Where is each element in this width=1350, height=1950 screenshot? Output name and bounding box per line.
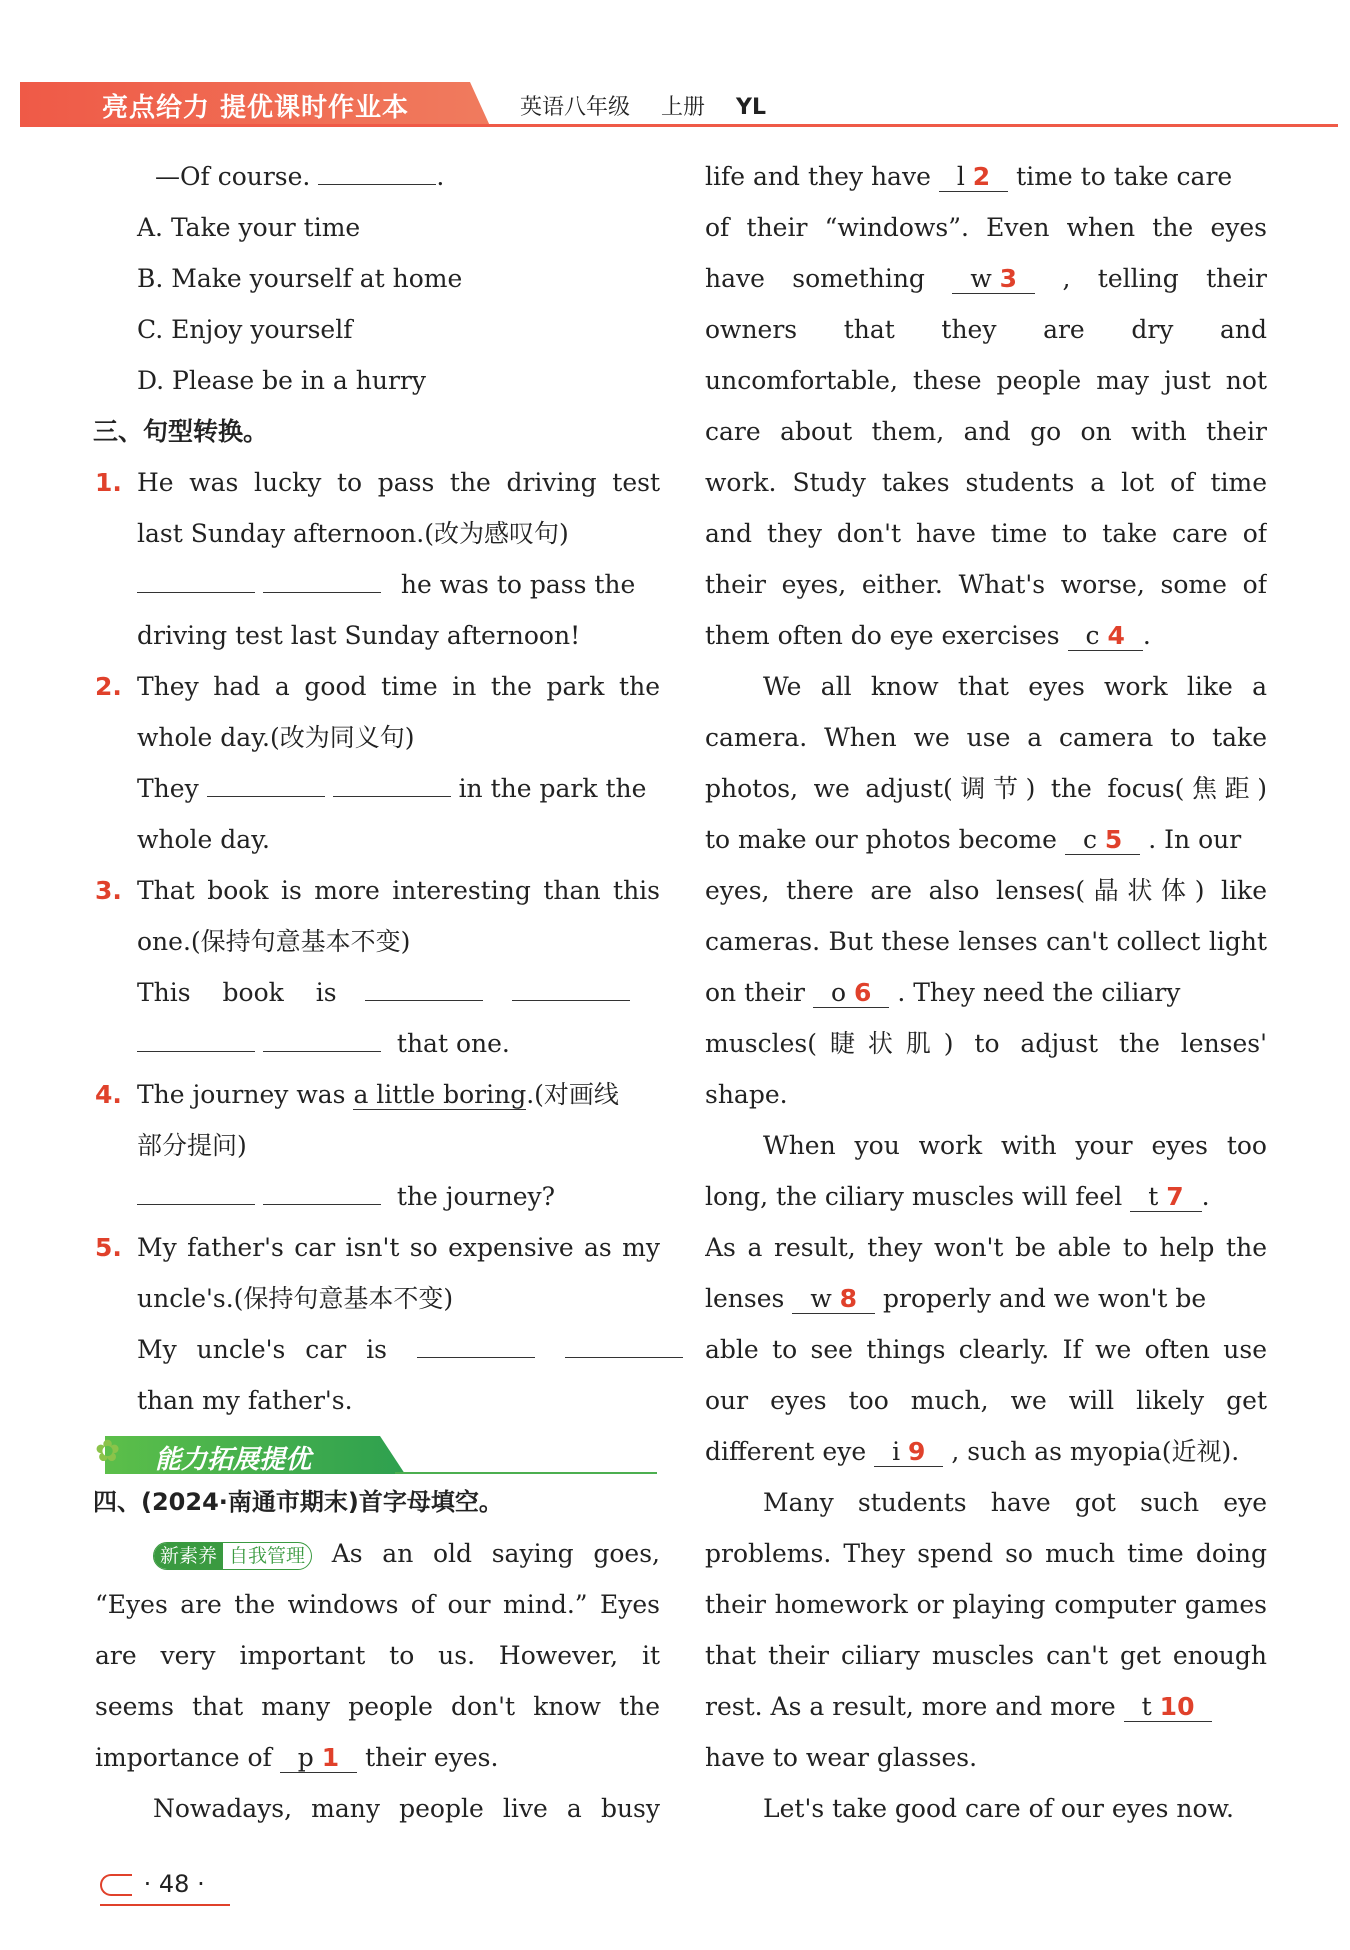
answer-blank[interactable] (417, 1329, 535, 1358)
left-column (95, 155, 660, 1838)
passage-text: . In our (1148, 825, 1242, 854)
sentence-text: in the park the (458, 774, 647, 803)
page-ornament (100, 1874, 132, 1896)
sentence-2-line-1 (95, 665, 660, 716)
section-3-title: 三、句型转换。 (93, 417, 269, 446)
passage-line: cameras. But these lenses can't collect light (705, 927, 1267, 956)
passage-line: camera. When we use a camera to take (705, 723, 1267, 752)
fill-blank-5[interactable] (1065, 826, 1140, 855)
passage-text: different eye (705, 1437, 867, 1466)
passage-text: to make our photos become (705, 825, 1057, 854)
passage-line: them often do eye exercises c 4 . (705, 621, 1151, 650)
passage-line: long, the ciliary muscles will feel t 7 . (705, 1182, 1210, 1211)
passage-line (705, 971, 1267, 1022)
passage-line-2: “Eyes are the windows of our mind.” Eyes (95, 1590, 660, 1619)
passage-line: photos, we adjust(调节) the focus(焦距) (705, 774, 1267, 803)
passage-line: We all know that eyes work like a (763, 672, 1267, 701)
passage-line: Many students have got such eye (763, 1488, 1267, 1517)
passage-text: , telling their (1062, 264, 1267, 293)
sentence-text: They (137, 774, 199, 803)
question-number: 3. (95, 876, 122, 905)
answer-blank[interactable] (137, 1023, 255, 1052)
sentence-1-line-3 (95, 563, 660, 614)
passage-line: eyes, there are also lenses(晶状体) like (705, 876, 1267, 905)
ability-banner (95, 1430, 660, 1481)
blank-number: 5 (1104, 825, 1123, 854)
page-header (20, 82, 1338, 126)
passage-line-4: seems that many people don't know the (95, 1692, 660, 1721)
header-subtitle (520, 90, 790, 121)
passage-line (705, 1277, 1267, 1328)
passage-text: their eyes. (365, 1743, 499, 1772)
answer-blank[interactable] (263, 1023, 381, 1052)
badge-left: 新素养 (154, 1543, 223, 1569)
edition-label: YL (736, 95, 766, 120)
sentence-5-line-4: than my father's. (137, 1386, 353, 1415)
header-rule (20, 124, 1338, 127)
sentence-text: My father's car isn't so expensive as my (137, 1233, 660, 1262)
passage-text: As an old saying goes, (331, 1539, 660, 1568)
sentence-2-line-4: whole day. (137, 825, 270, 854)
blank-number: 6 (853, 978, 872, 1007)
blank-number: 3 (999, 264, 1018, 293)
fill-blank-1[interactable] (280, 1744, 357, 1773)
sentence-3-line-3 (95, 971, 660, 1022)
passage-text: rest. As a result, more and more (705, 1692, 1116, 1721)
sentence-text: They had a good time in the park the (137, 672, 660, 701)
passage-line (705, 1685, 1267, 1736)
answer-blank[interactable] (263, 1176, 381, 1205)
answer-blank[interactable] (137, 1176, 255, 1205)
blank-number: 1 (321, 1743, 340, 1772)
underlined-phrase: a little boring (353, 1080, 527, 1109)
passage-line: that their ciliary muscles can't get enough (705, 1641, 1267, 1670)
question-number: 5. (95, 1233, 122, 1262)
volume-label: 上册 (661, 95, 706, 120)
fill-blank-7[interactable] (1130, 1183, 1201, 1212)
passage-line: care about them, and go on with their (705, 417, 1267, 446)
fill-blank-10[interactable] (1124, 1693, 1213, 1722)
option-b: B. Make yourself at home (137, 264, 463, 293)
sentence-1-line-1 (95, 461, 660, 512)
question-number: 2. (95, 672, 122, 701)
sprout-icon: ✿ (95, 1434, 121, 1469)
blank-number: 4 (1107, 621, 1125, 650)
passage-line (705, 818, 1267, 869)
initial-letter: c (1085, 621, 1100, 650)
sentence-3-line-2: one.(保持句意基本不变) (137, 927, 411, 956)
passage-line (705, 1430, 1267, 1481)
sentence-text: that one. (396, 1029, 510, 1058)
initial-letter: t (1148, 1182, 1159, 1211)
dialog-line: —Of course. . (95, 155, 660, 206)
page-number-text: · 48 · (143, 1870, 205, 1898)
dialog-text: —Of course. (155, 162, 311, 191)
passage-line: and they don't have time to take care of (705, 519, 1267, 548)
badge-new-literacy (153, 1542, 312, 1570)
passage-line: As a result, they won't be able to help the (705, 1233, 1267, 1262)
section-4-title: 四、(2024·南通市期末)首字母填空。 (93, 1488, 503, 1516)
passage-text: them often do eye exercises (705, 621, 1060, 650)
initial-letter: p (297, 1743, 314, 1772)
answer-blank[interactable] (137, 564, 255, 593)
answer-blank[interactable] (318, 156, 436, 185)
initial-letter: l (956, 162, 965, 191)
badge-right: 自我管理 (229, 1544, 306, 1567)
initial-letter: c (1082, 825, 1097, 854)
sentence-text: This book is (137, 978, 337, 1007)
passage-text: , such as myopia(近视). (951, 1437, 1240, 1466)
answer-blank[interactable] (365, 972, 483, 1001)
passage-line: our eyes too much, we will likely get (705, 1386, 1267, 1415)
passage-line (705, 257, 1267, 308)
right-column (705, 155, 1267, 1838)
passage-line-1 (95, 1532, 660, 1583)
passage-line: able to see things clearly. If we often use (705, 1335, 1267, 1364)
sentence-5-line-2: uncle's.(保持句意基本不变) (137, 1284, 454, 1313)
passage-line: shape. (705, 1080, 788, 1109)
fill-blank-8[interactable] (792, 1285, 875, 1314)
passage-line: Let's take good care of our eyes now. (763, 1794, 1234, 1823)
sentence-4-line-1 (95, 1073, 660, 1124)
answer-blank[interactable] (512, 972, 630, 1001)
sentence-1-line-2: last Sunday afternoon.(改为感叹句) (137, 519, 569, 548)
fill-blank-6[interactable] (813, 979, 889, 1008)
sentence-text: He was lucky to pass the driving test (137, 468, 660, 497)
passage-line: When you work with your eyes too (763, 1131, 1267, 1160)
initial-letter: i (892, 1437, 901, 1466)
sentence-text: he was to pass the (400, 570, 636, 599)
fill-blank-3[interactable] (952, 265, 1035, 294)
passage-line: work. Study takes students a lot of time (705, 468, 1267, 497)
answer-blank[interactable] (207, 768, 325, 797)
passage-line-3: are very important to us. However, it (95, 1641, 660, 1670)
initial-letter: w (970, 264, 992, 293)
passage-line-5 (95, 1736, 660, 1787)
fill-blank-9[interactable] (874, 1438, 943, 1467)
option-a: A. Take your time (137, 213, 361, 242)
passage-line: have to wear glasses. (705, 1743, 978, 1772)
sentence-2-line-3 (95, 767, 660, 818)
blank-number: 10 (1159, 1692, 1195, 1721)
sentence-text: the journey? (396, 1182, 556, 1211)
ability-banner-text: 能力拓展提优 (155, 1445, 312, 1475)
passage-text: long, the ciliary muscles will feel (705, 1182, 1123, 1211)
sentence-text: My uncle's car is (137, 1335, 387, 1364)
answer-blank[interactable] (333, 768, 451, 797)
passage-text: life and they have (705, 162, 931, 191)
passage-line (705, 155, 1267, 206)
sentence-3-line-1 (95, 869, 660, 920)
passage-line: muscles(睫状肌) to adjust the lenses' (705, 1029, 1267, 1058)
sentence-5-line-3 (95, 1328, 660, 1379)
passage-text: time to take care (1016, 162, 1233, 191)
question-number: 1. (95, 468, 122, 497)
sentence-3-line-4 (95, 1022, 660, 1073)
blank-number: 9 (908, 1437, 926, 1466)
passage-line: owners that they are dry and (705, 315, 1267, 344)
passage-text: have something (705, 264, 925, 293)
passage-text: properly and we won't be (883, 1284, 1207, 1313)
initial-letter: w (810, 1284, 832, 1313)
passage-text: on their (705, 978, 805, 1007)
sentence-text: The journey was (137, 1080, 346, 1109)
answer-blank[interactable] (263, 564, 381, 593)
question-number: 4. (95, 1080, 122, 1109)
initial-letter: t (1141, 1692, 1152, 1721)
fill-blank-2[interactable] (939, 163, 1008, 192)
passage-line: problems. They spend so much time doing (705, 1539, 1267, 1568)
sentence-1-line-4: driving test last Sunday afternoon! (137, 621, 581, 650)
sentence-4-line-3 (95, 1175, 660, 1226)
page-number (100, 1870, 205, 1898)
sentence-2-line-2: whole day.(改为同义句) (137, 723, 415, 752)
banner-rule (395, 1472, 657, 1474)
page-number-rule (100, 1904, 230, 1906)
blank-number: 7 (1166, 1182, 1184, 1211)
blank-number: 2 (972, 162, 991, 191)
book-title: 亮点给力 提优课时作业本 (102, 93, 410, 123)
sentence-5-line-1 (95, 1226, 660, 1277)
passage-line: of their “windows”. Even when the eyes (705, 213, 1267, 242)
initial-letter: o (830, 978, 847, 1007)
blank-number: 8 (839, 1284, 858, 1313)
option-d: D. Please be in a hurry (137, 366, 427, 395)
passage-line: their homework or playing computer games (705, 1590, 1267, 1619)
passage-text: lenses (705, 1284, 785, 1313)
answer-blank[interactable] (565, 1329, 683, 1358)
sentence-4-line-2: 部分提问) (137, 1131, 247, 1160)
option-c: C. Enjoy yourself (137, 315, 353, 344)
fill-blank-4[interactable] (1068, 622, 1143, 651)
passage-line: uncomfortable, these people may just not (705, 366, 1267, 395)
passage-text: importance of (95, 1743, 272, 1772)
passage-text: . They need the ciliary (897, 978, 1181, 1007)
passage-line: their eyes, either. What's worse, some of (705, 570, 1267, 599)
sentence-text: That book is more interesting than this (137, 876, 660, 905)
subject-label: 英语八年级 (520, 95, 631, 120)
sentence-text: .(对画线 (526, 1080, 619, 1109)
passage-line-6: Nowadays, many people live a busy (153, 1794, 660, 1823)
